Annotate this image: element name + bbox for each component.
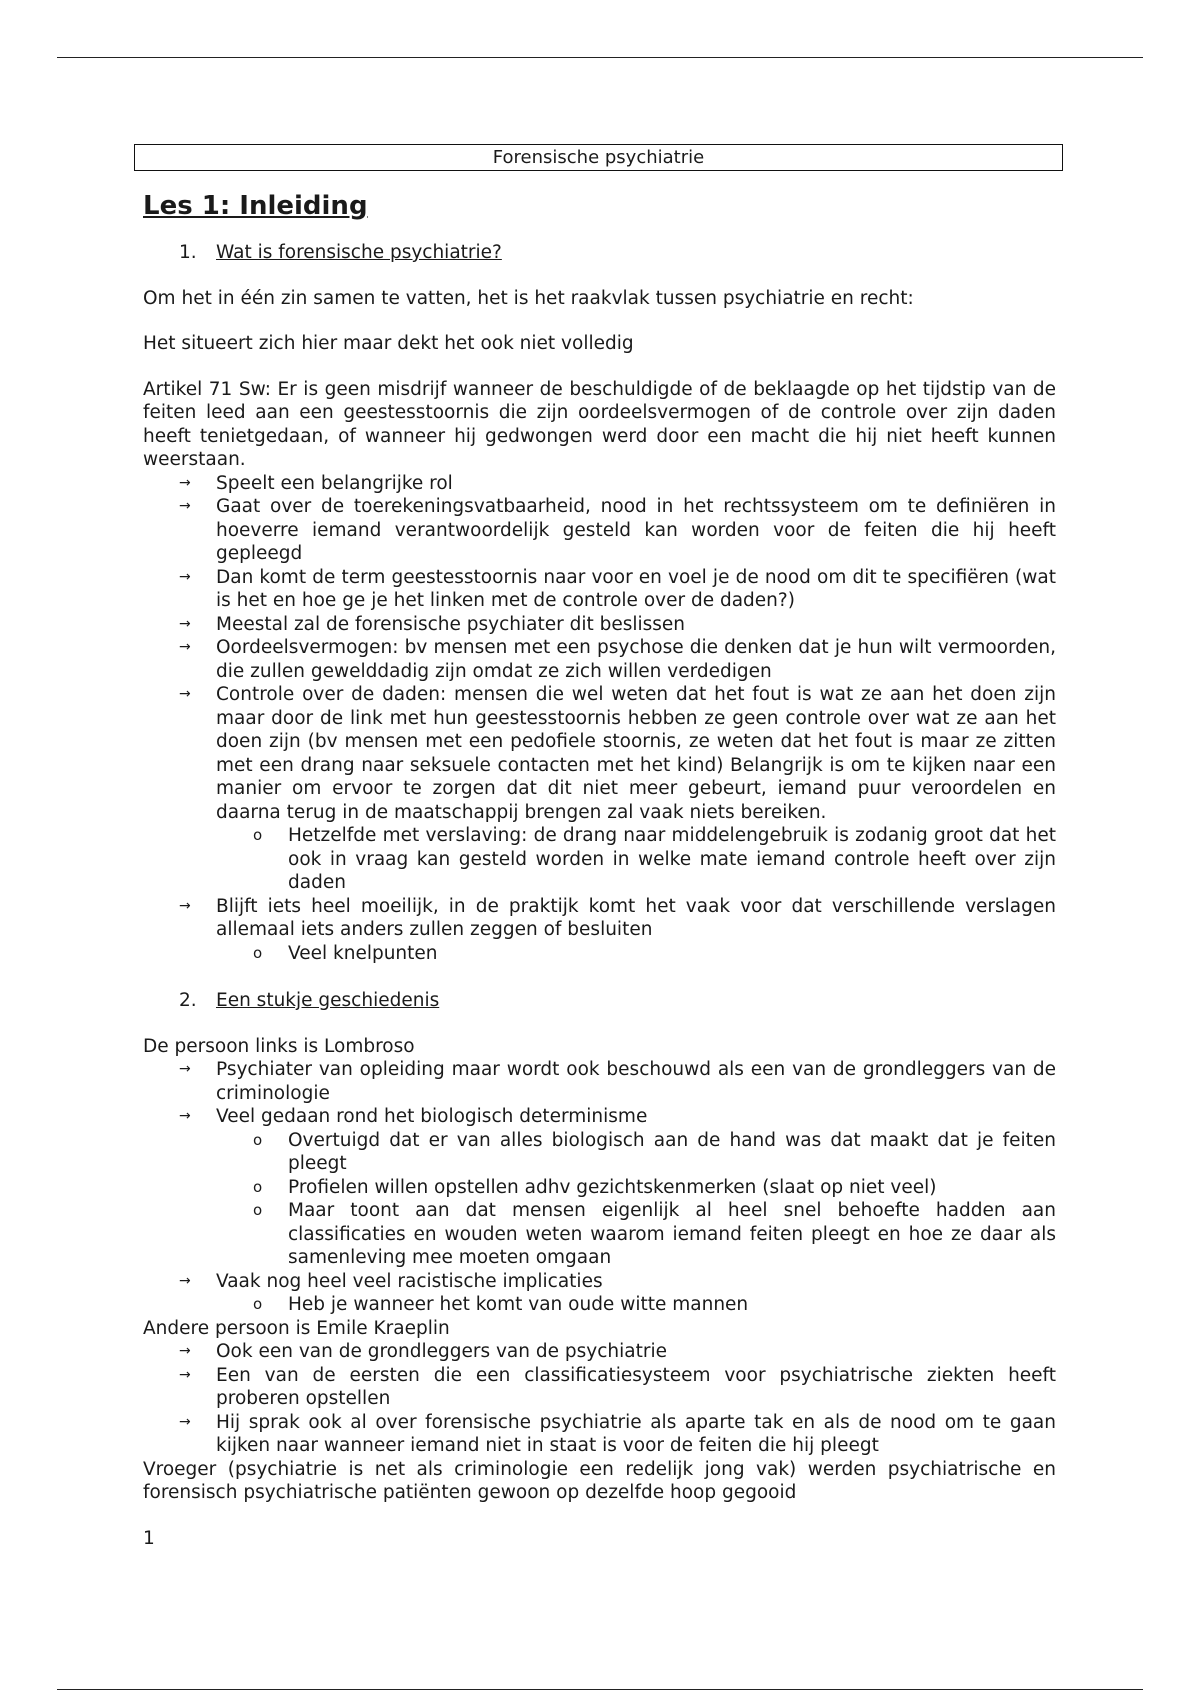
arrow-bullet-icon: →: [179, 615, 191, 632]
list-item: → Vaak nog heel veel racistische implicaties: [179, 1270, 603, 1292]
list-item: → Hij sprak ook al over forensische psychiatrie als aparte tak en als de nood om te gaan kijken naar wanneer iemand niet in staat is voor de feiten die hij pleegt: [179, 1411, 1056, 1456]
circle-bullet-icon: o: [253, 1177, 263, 1196]
paragraph: Artikel 71 Sw: Er is geen misdrijf wanneer de beschuldigde of de beklaagde op het tijdstip van de feiten leed aan een geestesstoornis die zijn oordeelsvermogen of de controle over zijn daden heeft tenietgedaan, of wanneer hij gedwongen werd door een macht die hij niet heeft kunnen weerstaan.: [143, 378, 1056, 470]
list-item: → Gaat over de toerekeningsvatbaarheid, nood in het rechtssysteem om te definiëren in hoeverre iemand verantwoordelijk gesteld kan worden voor de feiten die hij heeft gepleegd: [179, 496, 1056, 564]
list-item: → Veel gedaan rond het biologisch determinisme: [179, 1106, 648, 1127]
list-item: → Controle over de daden: mensen die wel weten dat het fout is wat ze aan het doen zijn maar door de link met hun geestesstoornis hebben ze geen controle over wat ze aan het doen zijn (bv mensen met een pedofiele stoornis, ze weten dat het fout is maar ze zitten met een drang naar seksuele contacten met het kind) Belangrijk is om te kijken naar een manier om ervoor te zorgen dat dit niet meer gebeurt, iemand puur veroordelen en daarna terug in de maatschappij brengen zal vaak niets bereiken.: [179, 684, 1056, 823]
section-number: 1.: [179, 242, 197, 263]
arrow-bullet-icon: →: [179, 1343, 191, 1359]
list-item: → Oordeelsvermogen: bv mensen met een psychose die denken dat je hun wilt vermoorden, die zullen gewelddadig zijn omdat ze zich willen verdedigen: [179, 637, 1056, 682]
list-item: → Psychiater van opleiding maar wordt ook beschouwd als een van de grondleggers van de criminologie: [179, 1059, 1056, 1104]
section-title: Een stukje geschiedenis: [216, 990, 440, 1011]
list-item: → Meestal zal de forensische psychiater dit beslissen: [179, 613, 686, 635]
paragraph: De persoon links is Lombroso: [143, 1035, 415, 1057]
circle-bullet-icon: o: [253, 1295, 263, 1313]
paragraph: Om het in één zin samen te vatten, het is het raakvlak tussen psychiatrie en recht:: [143, 287, 914, 309]
list-item: → Ook een van de grondleggers van de psychiatrie: [179, 1341, 667, 1362]
header-rule: [57, 57, 1143, 58]
list-item: → Een van de eersten die een classificatiesysteem voor psychiatrische ziekten heeft proberen opstellen: [179, 1364, 1056, 1409]
document-body: [143, 144, 1056, 1550]
sub-list-item: o Profielen willen opstellen adhv gezichtskenmerken (slaat op niet veel): [253, 1176, 937, 1198]
paragraph: Andere persoon is Emile Kraeplin: [143, 1317, 450, 1339]
arrow-bullet-icon: →: [179, 498, 191, 514]
arrow-bullet-icon: →: [179, 1061, 191, 1077]
circle-bullet-icon: o: [253, 826, 263, 844]
arrow-bullet-icon: →: [179, 686, 191, 702]
sub-list-item: o Overtuigd dat er van alles biologisch aan de hand was dat maakt dat je feiten pleegt: [253, 1129, 1056, 1174]
header-box: Forensische psychiatrie: [134, 144, 1063, 171]
arrow-bullet-icon: →: [179, 639, 191, 655]
circle-bullet-icon: o: [253, 1130, 263, 1149]
paragraph: Het situeert zich hier maar dekt het ook niet volledig: [143, 333, 634, 354]
sub-list-item: o Hetzelfde met verslaving: de drang naar middelengebruik is zodanig groot dat het ook in vraag kan gesteld worden in welke mate iemand controle heeft over zijn daden: [253, 825, 1056, 893]
circle-bullet-icon: o: [253, 1201, 263, 1219]
page-number: 1: [143, 1527, 155, 1549]
list-item: → Speelt een belangrijke rol: [179, 472, 453, 494]
section-heading-2: [143, 989, 1056, 1013]
arrow-bullet-icon: →: [179, 1413, 191, 1430]
section-number: 2.: [179, 990, 197, 1011]
sub-list-item: o Veel knelpunten: [253, 942, 438, 964]
circle-bullet-icon: o: [253, 943, 263, 962]
arrow-bullet-icon: →: [179, 474, 191, 491]
arrow-bullet-icon: →: [179, 897, 191, 914]
list-item: → Dan komt de term geestesstoornis naar voor en voel je de nood om dit te specifiëren (wat is het en hoe ge je het linken met de controle over de daden?): [179, 566, 1056, 611]
arrow-bullet-icon: →: [179, 1272, 191, 1289]
sub-list-item: o Maar toont aan dat mensen eigenlijk al heel snel behoefte hadden aan classificaties en wouden weten waarom iemand feiten pleegt en hoe ze daar als samenleving mee moeten omgaan: [253, 1200, 1056, 1268]
list-item: → Blijft iets heel moeilijk, in de praktijk komt het vaak voor dat verschillende verslagen allemaal iets anders zullen zeggen of besluiten: [179, 895, 1056, 940]
paragraph: Vroeger (psychiatrie is net als criminologie een redelijk jong vak) werden psychiatrische en forensisch psychiatrische patiënten gewoon op dezelfde hoop gegooid: [143, 1458, 1056, 1503]
footer-rule: [57, 1689, 1143, 1690]
arrow-bullet-icon: →: [179, 1108, 191, 1124]
section-heading-1: [143, 241, 1056, 265]
sub-list-item: o Heb je wanneer het komt van oude witte mannen: [253, 1294, 749, 1315]
section-title: Wat is forensische psychiatrie?: [216, 242, 502, 263]
page-title: Les 1: Inleiding: [143, 191, 368, 221]
arrow-bullet-icon: →: [179, 1366, 191, 1383]
arrow-bullet-icon: →: [179, 568, 191, 585]
